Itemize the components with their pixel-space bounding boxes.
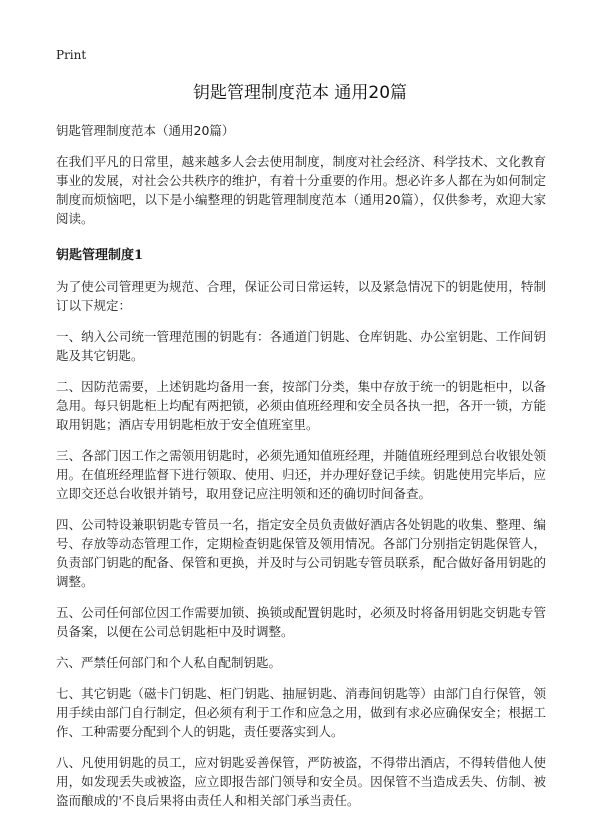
paragraph-item-3: 三、各部门因工作之需领用钥匙时，必须先通知值班经理，并随值班经理到总台收银处领用。在值班经理监督下进行领取、使用、归还，并办理好登记手续。钥匙使用完毕后，应立即交还总台收银并销号，取用登记应注明领和还的确切时间备查。 [56, 448, 546, 501]
document-subtitle: 钥匙管理制度范本（通用20篇） [56, 123, 235, 138]
paragraph-item-1: 一、纳入公司统一管理范围的钥匙有：各通道门钥匙、仓库钥匙、办公室钥匙、工作间钥匙及其它钥匙。 [56, 329, 546, 363]
section-heading: 钥匙管理制度1 [56, 248, 144, 263]
intro-paragraph: 在我们平凡的日常里，越来越多人会去使用制度，制度对社会经济、科学技术、文化教育事业的发展，对社会公共秩序的维护，有着十分重要的作用。想必许多人都在为如何制定制度而烦恼吧，以下是小编整理的钥匙管理制度范本（通用20篇），仅供参考，欢迎大家阅读。 [56, 154, 546, 226]
document-title: 钥匙管理制度范本 通用20篇 [192, 83, 408, 103]
paragraph-preface: 为了使公司管理更为规范、合理，保证公司日常运转，以及紧急情况下的钥匙使用，特制订以下规定： [56, 279, 546, 313]
print-link[interactable]: Print [56, 48, 87, 62]
paragraph-item-2: 二、因防范需要，上述钥匙均备用一套，按部门分类，集中存放于统一的钥匙柜中，以备急用。每只钥匙柜上均配有两把锁，必须由值班经理和安全员各执一把，各开一锁，方能取用钥匙；酒店专用钥匙柜放于安全值班室里。 [56, 379, 546, 432]
paragraph-item-6: 六、严禁任何部门和个人私自配制钥匙。 [56, 655, 282, 670]
paragraph-item-4: 四、公司特设兼职钥匙专管员一名，指定安全员负责做好酒店各处钥匙的收集、整理、编号、存放等动态管理工作，定期检查钥匙保管及领用情况。各部门分别指定钥匙保管人，负责部门钥匙的配备、保管和更换，并及时与公司钥匙专管员联系，配合做好备用钥匙的调整。 [56, 517, 546, 589]
paragraph-item-8: 八、凡使用钥匙的员工，应对钥匙妥善保管，严防被盗，不得带出酒店，不得转借他人使用，如发现丢失或被盗，应立即报告部门领导和安全员。因保管不当造成丢失、仿制、被盗而酿成的'不良后果将由责任人和相关部门承当责任。 [56, 755, 546, 808]
paragraph-item-7: 七、其它钥匙（磁卡门钥匙、柜门钥匙、抽屉钥匙、消毒间钥匙等）由部门自行保管，领用手续由部门自行制定，但必须有利于工作和应急之用，做到有求必应确保安全；根据工作、工种需要分配到个人的钥匙，责任要落实到人。 [56, 686, 546, 739]
document-body [56, 122, 546, 822]
paragraph-item-5: 五、公司任何部位因工作需要加锁、换锁或配置钥匙时，必须及时将备用钥匙交钥匙专管员备案，以便在公司总钥匙柜中及时调整。 [56, 605, 546, 639]
